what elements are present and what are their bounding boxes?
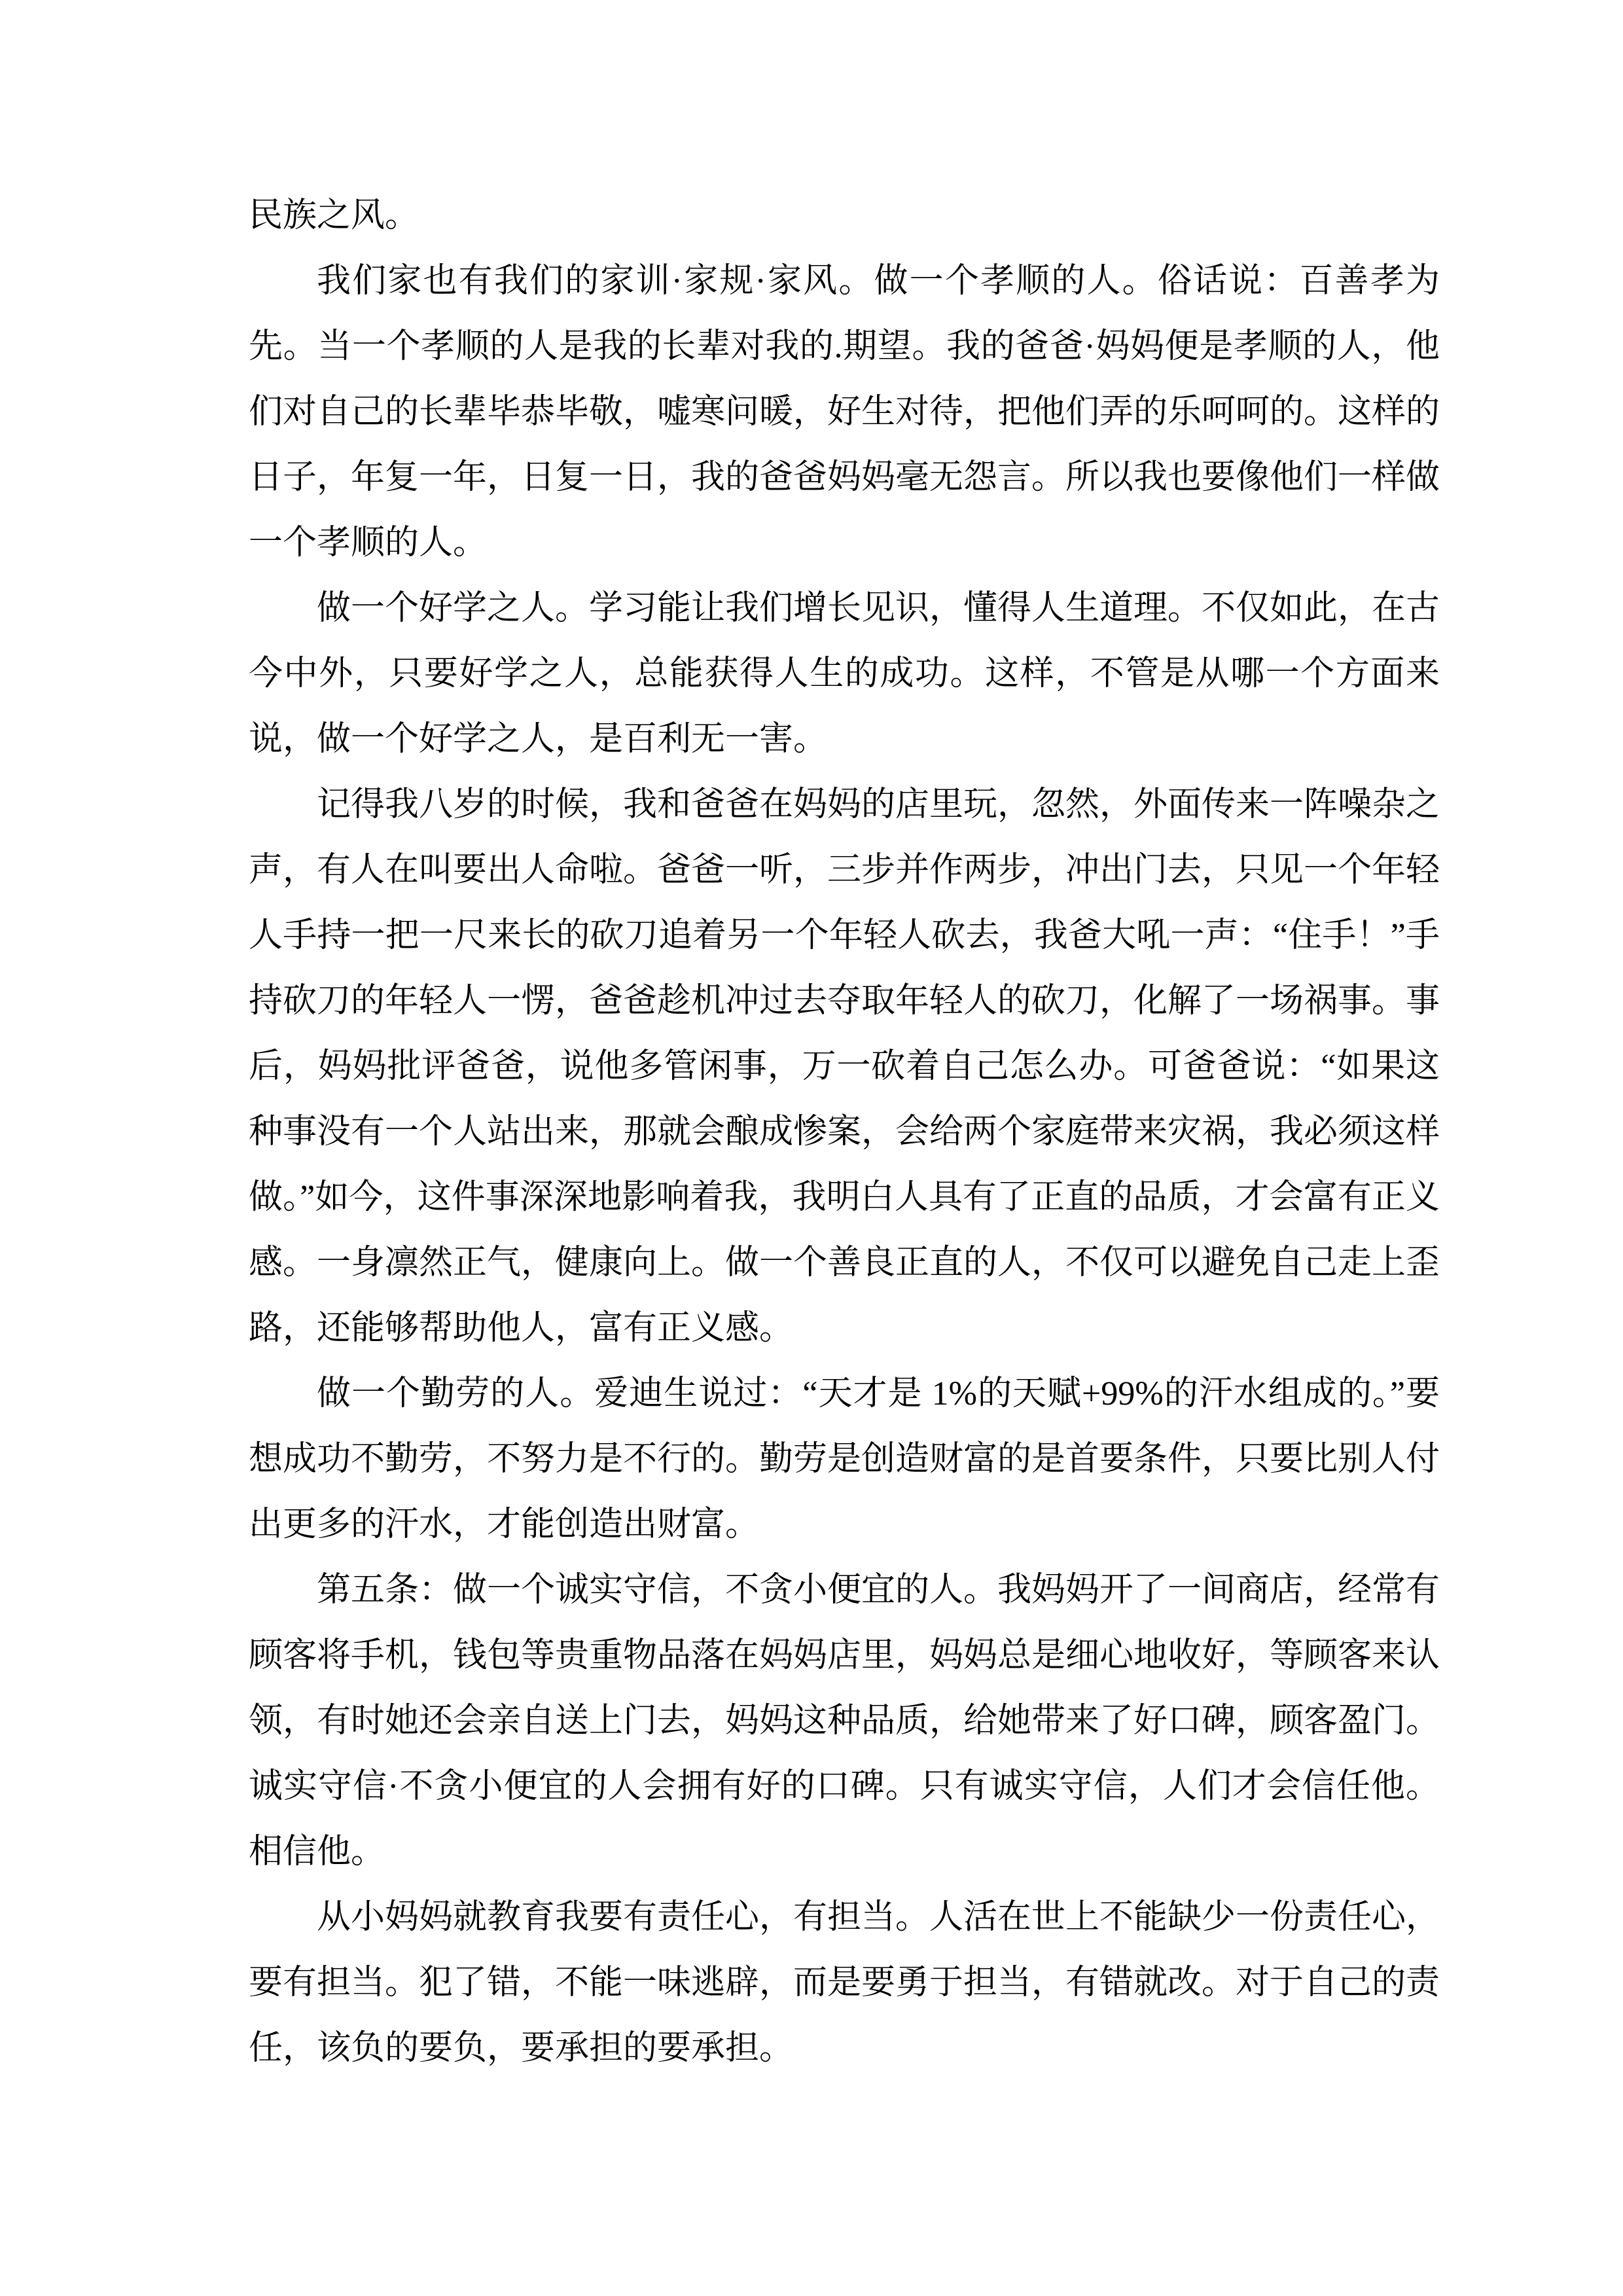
paragraph: 第五条：做一个诚实守信，不贪小便宜的人。我妈妈开了一间商店，经常有顾客将手机，钱包等贵重物品落在妈妈店里，妈妈总是细心地收好，等顾客来认领，有时她还会亲自送上门去，妈妈这种品质，给她带来了好口碑，顾客盈门。诚实守信·不贪小便宜的人会拥有好的口碑。只有诚实守信，人们才会信任他。相信他。: [249, 1571, 1440, 1871]
paragraph: 做一个好学之人。学习能让我们增长见识，懂得人生道理。不仅如此，在古今中外，只要好学之人，总能获得人生的成功。这样，不管是从哪一个方面来说，做一个好学之人，是百利无一害。: [249, 590, 1440, 758]
paragraph: 民族之风。: [249, 197, 419, 234]
paragraph: 我们家也有我们的家训·家规·家风。做一个孝顺的人。俗话说：百善孝为先。当一个孝顺的人是我的长辈对我的.期望。我的爸爸·妈妈便是孝顺的人，他们对自己的长辈毕恭毕敬，嘘寒问暖，好生对待，把他们弄的乐呵呵的。这样的日子，年复一年，日复一日，我的爸爸妈妈毫无怨言。所以我也要像他们一样做一个孝顺的人。: [249, 262, 1440, 562]
paragraph: 从小妈妈就教育我要有责任心，有担当。人活在世上不能缺少一份责任心，要有担当。犯了错，不能一味逃辟，而是要勇于担当，有错就改。对于自己的责任，该负的要负，要承担的要承担。: [249, 1899, 1440, 2067]
document-body: [249, 183, 1440, 2081]
paragraph: 记得我八岁的时候，我和爸爸在妈妈的店里玩，忽然，外面传来一阵噪杂之声，有人在叫要出人命啦。爸爸一听，三步并作两步，冲出门去，只见一个年轻人手持一把一尺来长的砍刀追着另一个年轻人砍去，我爸大吼一声：“住手！”手持砍刀的年轻人一愣，爸爸趁机冲过去夺取年轻人的砍刀，化解了一场祸事。事后，妈妈批评爸爸，说他多管闲事，万一砍着自己怎么办。可爸爸说：“如果这种事没有一个人站出来，那就会酿成惨案，会给两个家庭带来灾祸，我必须这样做。”如今，这件事深深地影响着我，我明白人具有了正直的品质，才会富有正义感。一身凛然正气，健康向上。做一个善良正直的人，不仅可以避免自己走上歪路，还能够帮助他人，富有正义感。: [249, 786, 1440, 1347]
paragraph: 做一个勤劳的人。爱迪生说过：“天才是 1%的天赋+99%的汗水组成的。”要想成功不勤劳，不努力是不行的。勤劳是创造财富的是首要条件，只要比别人付出更多的汗水，才能创造出财富。: [249, 1375, 1440, 1543]
